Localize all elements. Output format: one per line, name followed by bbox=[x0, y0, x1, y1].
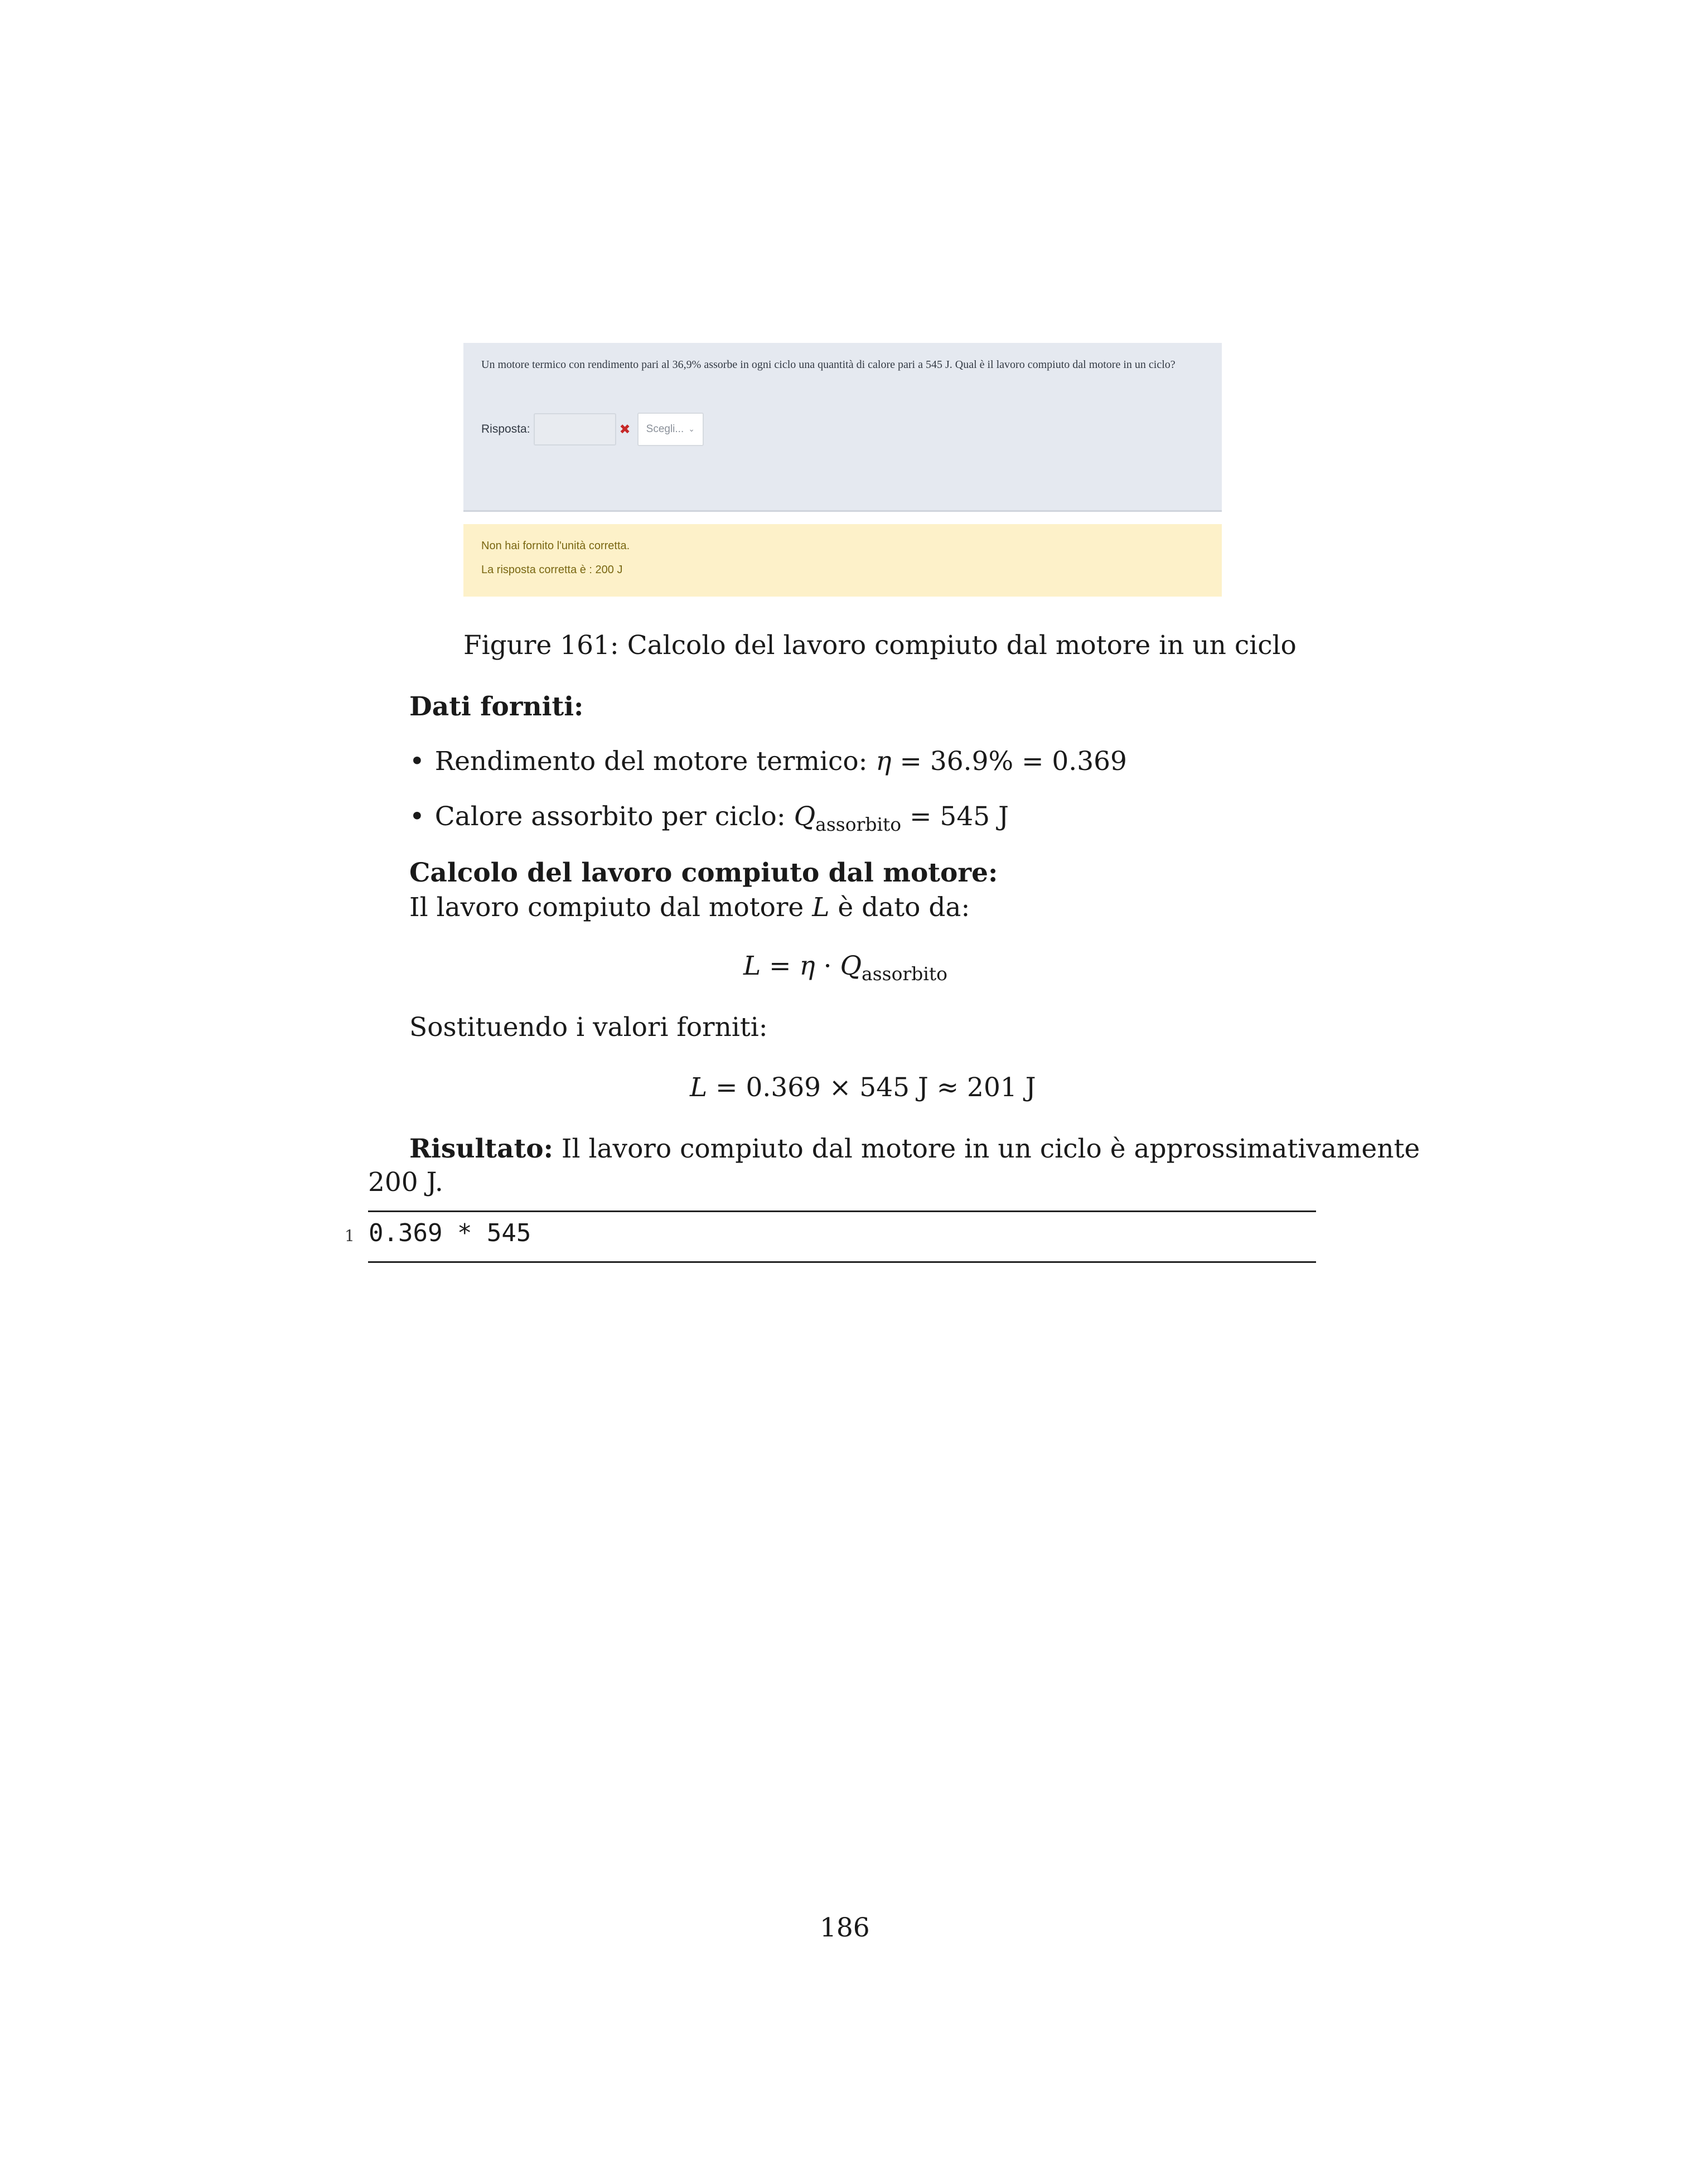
unit-select[interactable] bbox=[637, 413, 704, 446]
list-item-calore: • Calore assorbito per ciclo: $Q_{assorbito} = 545$ J bbox=[409, 801, 1009, 835]
unit-select-value: Scegli... bbox=[646, 423, 684, 435]
result-paragraph: Risultato: Il lavoro compiuto dal motore in un ciclo è approssimativamente bbox=[409, 1134, 1420, 1164]
code-line-number: 1 bbox=[345, 1227, 355, 1245]
answer-label: Risposta: bbox=[481, 423, 530, 435]
bullet-icon: • bbox=[409, 801, 425, 832]
result-label: Risultato: bbox=[409, 1134, 553, 1164]
page-number: 186 bbox=[820, 1912, 870, 1943]
sostituendo-text: Sostituendo i valori forniti: bbox=[409, 1012, 768, 1043]
wrong-answer-icon: ✖ bbox=[619, 422, 631, 437]
quiz-question-panel bbox=[463, 343, 1222, 512]
calcolo-intro: Il lavoro compiuto dal motore L è dato da: bbox=[409, 892, 970, 923]
answer-row bbox=[481, 413, 704, 446]
chevron-down-icon: ⌄ bbox=[688, 425, 695, 434]
equation-work-formula: $L = \eta \cdot Q_{assorbito}$ bbox=[743, 951, 948, 985]
feedback-panel bbox=[463, 524, 1222, 597]
section-heading-calcolo: Calcolo del lavoro compiuto dal motore: bbox=[409, 858, 998, 888]
equation-work-result: L = 0.369 × 545 J ≈ 201 J bbox=[690, 1072, 1036, 1103]
bullet-icon: • bbox=[409, 746, 425, 777]
quiz-question-text: Un motore termico con rendimento pari al 36,9% assorbe in ogni ciclo una quantità di calore pari a 545 J. Qual è il lavoro compiuto dal motore in un ciclo? bbox=[481, 359, 1176, 371]
figure-caption: Figure 161: Calcolo del lavoro compiuto dal motore in un ciclo bbox=[463, 630, 1297, 661]
code-rule-bottom bbox=[368, 1261, 1316, 1263]
feedback-correct-answer: La risposta corretta è : 200 J bbox=[481, 564, 623, 576]
code-rule-top bbox=[368, 1210, 1316, 1212]
code-line: 0.369 * 545 bbox=[369, 1219, 531, 1247]
list-item-rendimento: • Rendimento del motore termico: η = 36.9% = 0.369 bbox=[409, 746, 1127, 777]
feedback-unit-message: Non hai fornito l'unità corretta. bbox=[481, 540, 630, 552]
answer-input[interactable] bbox=[534, 413, 616, 445]
result-paragraph-continued: 200 J. bbox=[368, 1167, 443, 1198]
section-heading-dati: Dati forniti: bbox=[409, 691, 584, 722]
